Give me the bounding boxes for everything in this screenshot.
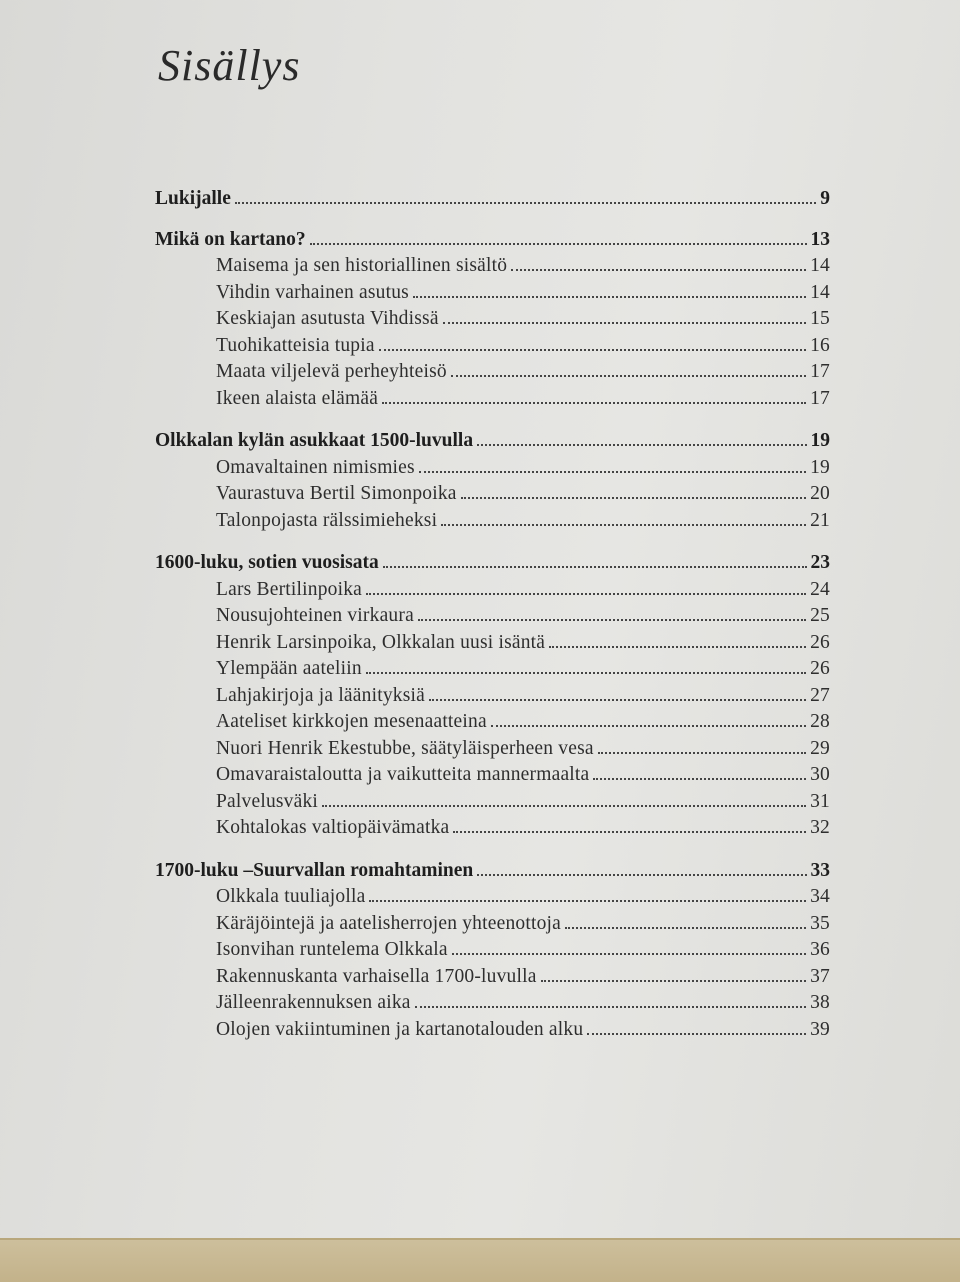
subchapter-entry — [155, 253, 830, 280]
page-number: 29 — [810, 737, 830, 759]
subchapter-entry — [155, 359, 830, 386]
page-number: 35 — [810, 912, 830, 934]
chapter-heading — [155, 186, 830, 213]
toc-section — [155, 428, 830, 534]
subchapter-entry — [155, 333, 830, 360]
dot-leader — [379, 349, 806, 351]
page-number: 26 — [810, 631, 830, 653]
page-number: 17 — [810, 387, 830, 409]
subchapter-entry — [155, 762, 830, 789]
subchapter-entry — [155, 280, 830, 307]
dot-leader — [511, 269, 806, 271]
dot-leader — [383, 566, 807, 568]
entry-label: 1700-luku –Suurvallan romahtaminen — [155, 859, 474, 881]
dot-leader — [453, 831, 806, 833]
page-number: 16 — [810, 334, 830, 356]
page-number: 34 — [810, 886, 830, 907]
entry-label: Olkkala tuuliajolla — [216, 886, 366, 907]
subchapter-entry — [155, 789, 830, 816]
page-number: 17 — [810, 361, 830, 382]
page-number: 21 — [810, 509, 830, 531]
entry-label: Vaurastuva Bertil Simonpoika — [216, 483, 457, 504]
subchapter-entry — [155, 306, 830, 333]
dot-leader — [369, 900, 806, 902]
subchapter-entry — [155, 386, 830, 413]
page-number: 25 — [810, 605, 830, 626]
dot-leader — [382, 402, 806, 404]
subchapter-entry — [155, 815, 830, 842]
entry-label: Keskiajan asutusta Vihdissä — [216, 308, 439, 329]
entry-label: Lahjakirjoja ja läänityksiä — [216, 684, 425, 706]
dot-leader — [587, 1033, 806, 1035]
entry-label: Tuohikatteisia tupia — [216, 334, 375, 356]
entry-label: Talonpojasta rälssimieheksi — [216, 509, 438, 531]
entry-label: Lars Bertilinpoika — [216, 578, 363, 600]
page-number: 24 — [810, 578, 830, 600]
page-number: 28 — [810, 711, 830, 732]
dot-leader — [418, 619, 806, 621]
entry-label: Lukijalle — [155, 188, 231, 209]
entry-label: Henrik Larsinpoika, Olkkalan uusi isäntä — [216, 631, 546, 653]
page-number: 30 — [810, 764, 830, 785]
dot-leader — [491, 725, 806, 727]
dot-leader — [441, 524, 806, 526]
page-number: 36 — [810, 939, 830, 960]
page-number: 27 — [810, 684, 830, 706]
subchapter-entry — [155, 911, 830, 938]
page-number: 31 — [810, 790, 830, 812]
dot-leader — [419, 471, 806, 473]
dot-leader — [429, 699, 806, 701]
table-surface — [0, 1238, 960, 1282]
page-number: 19 — [810, 456, 830, 478]
chapter-heading — [155, 428, 830, 455]
entry-label: Käräjöintejä ja aatelisherrojen yhteenottoja — [216, 912, 562, 934]
entry-label: Palvelusväki — [216, 790, 319, 812]
entry-label: Maisema ja sen historiallinen sisältö — [216, 255, 508, 276]
dot-leader — [235, 202, 816, 204]
subchapter-entry — [155, 577, 830, 604]
subchapter-entry — [155, 884, 830, 911]
page-number: 26 — [810, 658, 830, 679]
entry-label: Ylempään aateliin — [216, 658, 362, 679]
toc-section — [155, 227, 830, 413]
entry-label: Ikeen alaista elämää — [216, 387, 379, 409]
entry-label: Mikä on kartano? — [155, 228, 306, 250]
dot-leader — [452, 953, 806, 955]
page-number: 15 — [810, 308, 830, 329]
toc-section — [155, 186, 830, 213]
entry-label: Jälleenrakennuksen aika — [216, 992, 411, 1013]
subchapter-entry — [155, 990, 830, 1017]
page-number: 39 — [810, 1018, 830, 1040]
dot-leader — [598, 752, 806, 754]
dot-leader — [310, 243, 807, 245]
dot-leader — [366, 593, 806, 595]
dot-leader — [461, 497, 806, 499]
page-number: 37 — [810, 965, 830, 987]
entry-label: 1600-luku, sotien vuosisata — [155, 552, 379, 573]
subchapter-entry — [155, 964, 830, 991]
entry-label: Nuori Henrik Ekestubbe, säätyläisperheen vesa — [216, 737, 594, 759]
entry-label: Rakennuskanta varhaisella 1700-luvulla — [216, 965, 537, 987]
page-number: 32 — [810, 817, 830, 838]
entry-label: Maata viljelevä perheyhteisö — [216, 361, 447, 382]
subchapter-entry — [155, 481, 830, 508]
subchapter-entry — [155, 1017, 830, 1044]
page-number: 38 — [810, 992, 830, 1013]
page-number: 20 — [810, 483, 830, 504]
dot-leader — [413, 296, 806, 298]
page-title: Sisällys — [158, 41, 301, 90]
subchapter-entry — [155, 603, 830, 630]
chapter-heading — [155, 858, 830, 885]
dot-leader — [477, 874, 806, 876]
subchapter-entry — [155, 455, 830, 482]
dot-leader — [565, 927, 806, 929]
page-number: 23 — [810, 552, 830, 573]
entry-label: Olkkalan kylän asukkaat 1500-luvulla — [155, 430, 474, 451]
dot-leader — [322, 805, 806, 807]
table-of-contents — [155, 186, 830, 1059]
dot-leader — [549, 646, 806, 648]
subchapter-entry — [155, 937, 830, 964]
subchapter-entry — [155, 508, 830, 535]
page-number: 9 — [820, 188, 830, 209]
subchapter-entry — [155, 709, 830, 736]
entry-label: Omavaraistaloutta ja vaikutteita mannermaalta — [216, 764, 590, 785]
entry-label: Nousujohteinen virkaura — [216, 605, 414, 626]
entry-label: Kohtalokas valtiopäivämatka — [216, 817, 450, 838]
entry-label: Isonvihan runtelema Olkkala — [216, 939, 448, 960]
subchapter-entry — [155, 630, 830, 657]
dot-leader — [593, 778, 806, 780]
chapter-heading — [155, 550, 830, 577]
page-number: 19 — [810, 430, 830, 451]
page-number: 14 — [810, 281, 830, 303]
dot-leader — [415, 1006, 806, 1008]
dot-leader — [443, 322, 806, 324]
subchapter-entry — [155, 736, 830, 763]
toc-section — [155, 550, 830, 842]
toc-section — [155, 858, 830, 1044]
dot-leader — [477, 444, 806, 446]
entry-label: Aateliset kirkkojen mesenaatteina — [216, 711, 487, 732]
chapter-heading — [155, 227, 830, 254]
dot-leader — [541, 980, 807, 982]
page-number: 33 — [810, 859, 830, 881]
subchapter-entry — [155, 656, 830, 683]
dot-leader — [451, 375, 806, 377]
subchapter-entry — [155, 683, 830, 710]
entry-label: Omavaltainen nimismies — [216, 456, 415, 478]
page-number: 13 — [810, 228, 830, 250]
entry-label: Vihdin varhainen asutus — [216, 281, 409, 303]
entry-label: Olojen vakiintuminen ja kartanotalouden alku — [216, 1018, 584, 1040]
dot-leader — [366, 672, 806, 674]
page-number: 14 — [810, 255, 830, 276]
